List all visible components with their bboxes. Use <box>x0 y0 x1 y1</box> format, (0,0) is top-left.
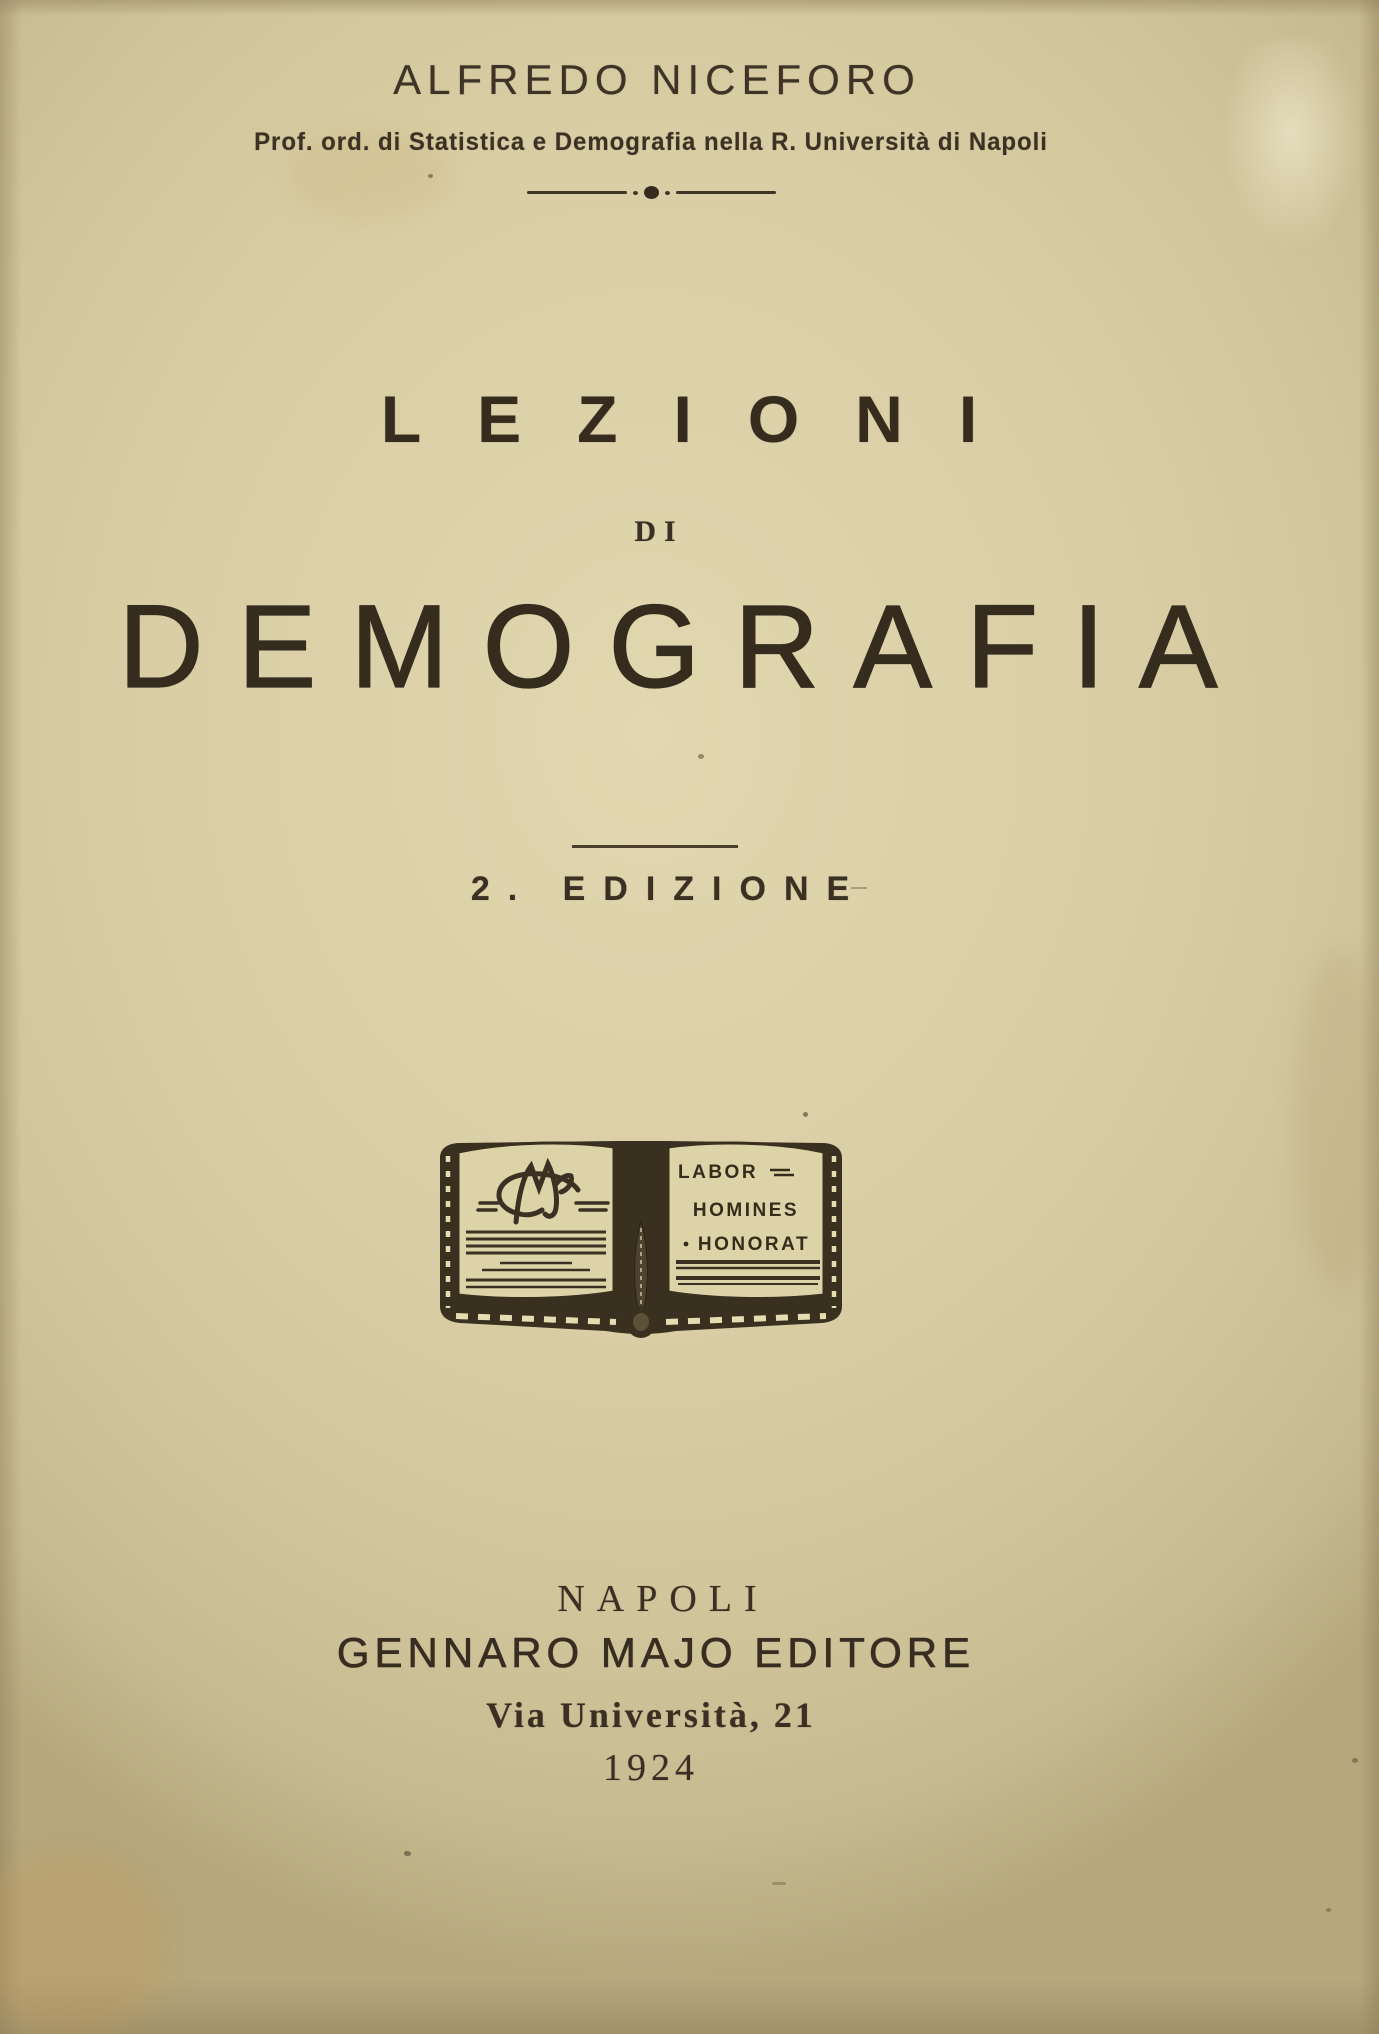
divider-line-right <box>676 191 776 194</box>
emblem-left-page <box>458 1143 614 1299</box>
paper-stain <box>0 1850 170 2034</box>
emblem-motto-line1: LABOR <box>678 1162 759 1183</box>
motto-dot-mark <box>684 1242 689 1247</box>
author-name: ALFREDO NICEFORO <box>393 56 921 103</box>
book-title-word-demografia: DEMOGRAFIA <box>118 581 1252 713</box>
paper-speck <box>404 1851 411 1856</box>
divider-dot-large <box>644 186 659 199</box>
paper-speck <box>803 1112 808 1117</box>
paper-speck <box>1326 1908 1331 1912</box>
imprint-year: 1924 <box>603 1747 699 1789</box>
edition-rule <box>572 845 738 848</box>
paper-speck <box>428 174 433 178</box>
book-title-word-lezioni: LEZIONI <box>380 382 1034 456</box>
divider-dot-small <box>633 191 638 195</box>
imprint-city: NAPOLI <box>557 1578 769 1620</box>
edition-label: 2. EDIZIONE <box>470 870 868 908</box>
imprint-address: Via Università, 21 <box>486 1695 816 1735</box>
ornament-divider <box>0 186 1302 199</box>
emblem-motto-line2: HOMINES <box>692 1200 800 1221</box>
divider-dot-small <box>665 191 670 195</box>
paper-speck <box>698 754 704 759</box>
paper-stain <box>1295 950 1379 1290</box>
book-title-word-di: DI <box>634 515 684 548</box>
publisher-emblem-open-book <box>430 1126 852 1342</box>
imprint-publisher: GENNARO MAJO EDITORE <box>336 1629 976 1676</box>
paper-speck <box>772 1882 786 1885</box>
author-affiliation: Prof. ord. di Statistica e Demografia nella R. Università di Napoli <box>254 128 1048 156</box>
edition-tail-mark <box>851 887 867 889</box>
emblem-motto-line3: HONORAT <box>697 1234 811 1255</box>
emblem-clasp-inner <box>633 1313 649 1331</box>
paper-speck <box>1352 1758 1358 1763</box>
divider-line-left <box>527 191 627 194</box>
